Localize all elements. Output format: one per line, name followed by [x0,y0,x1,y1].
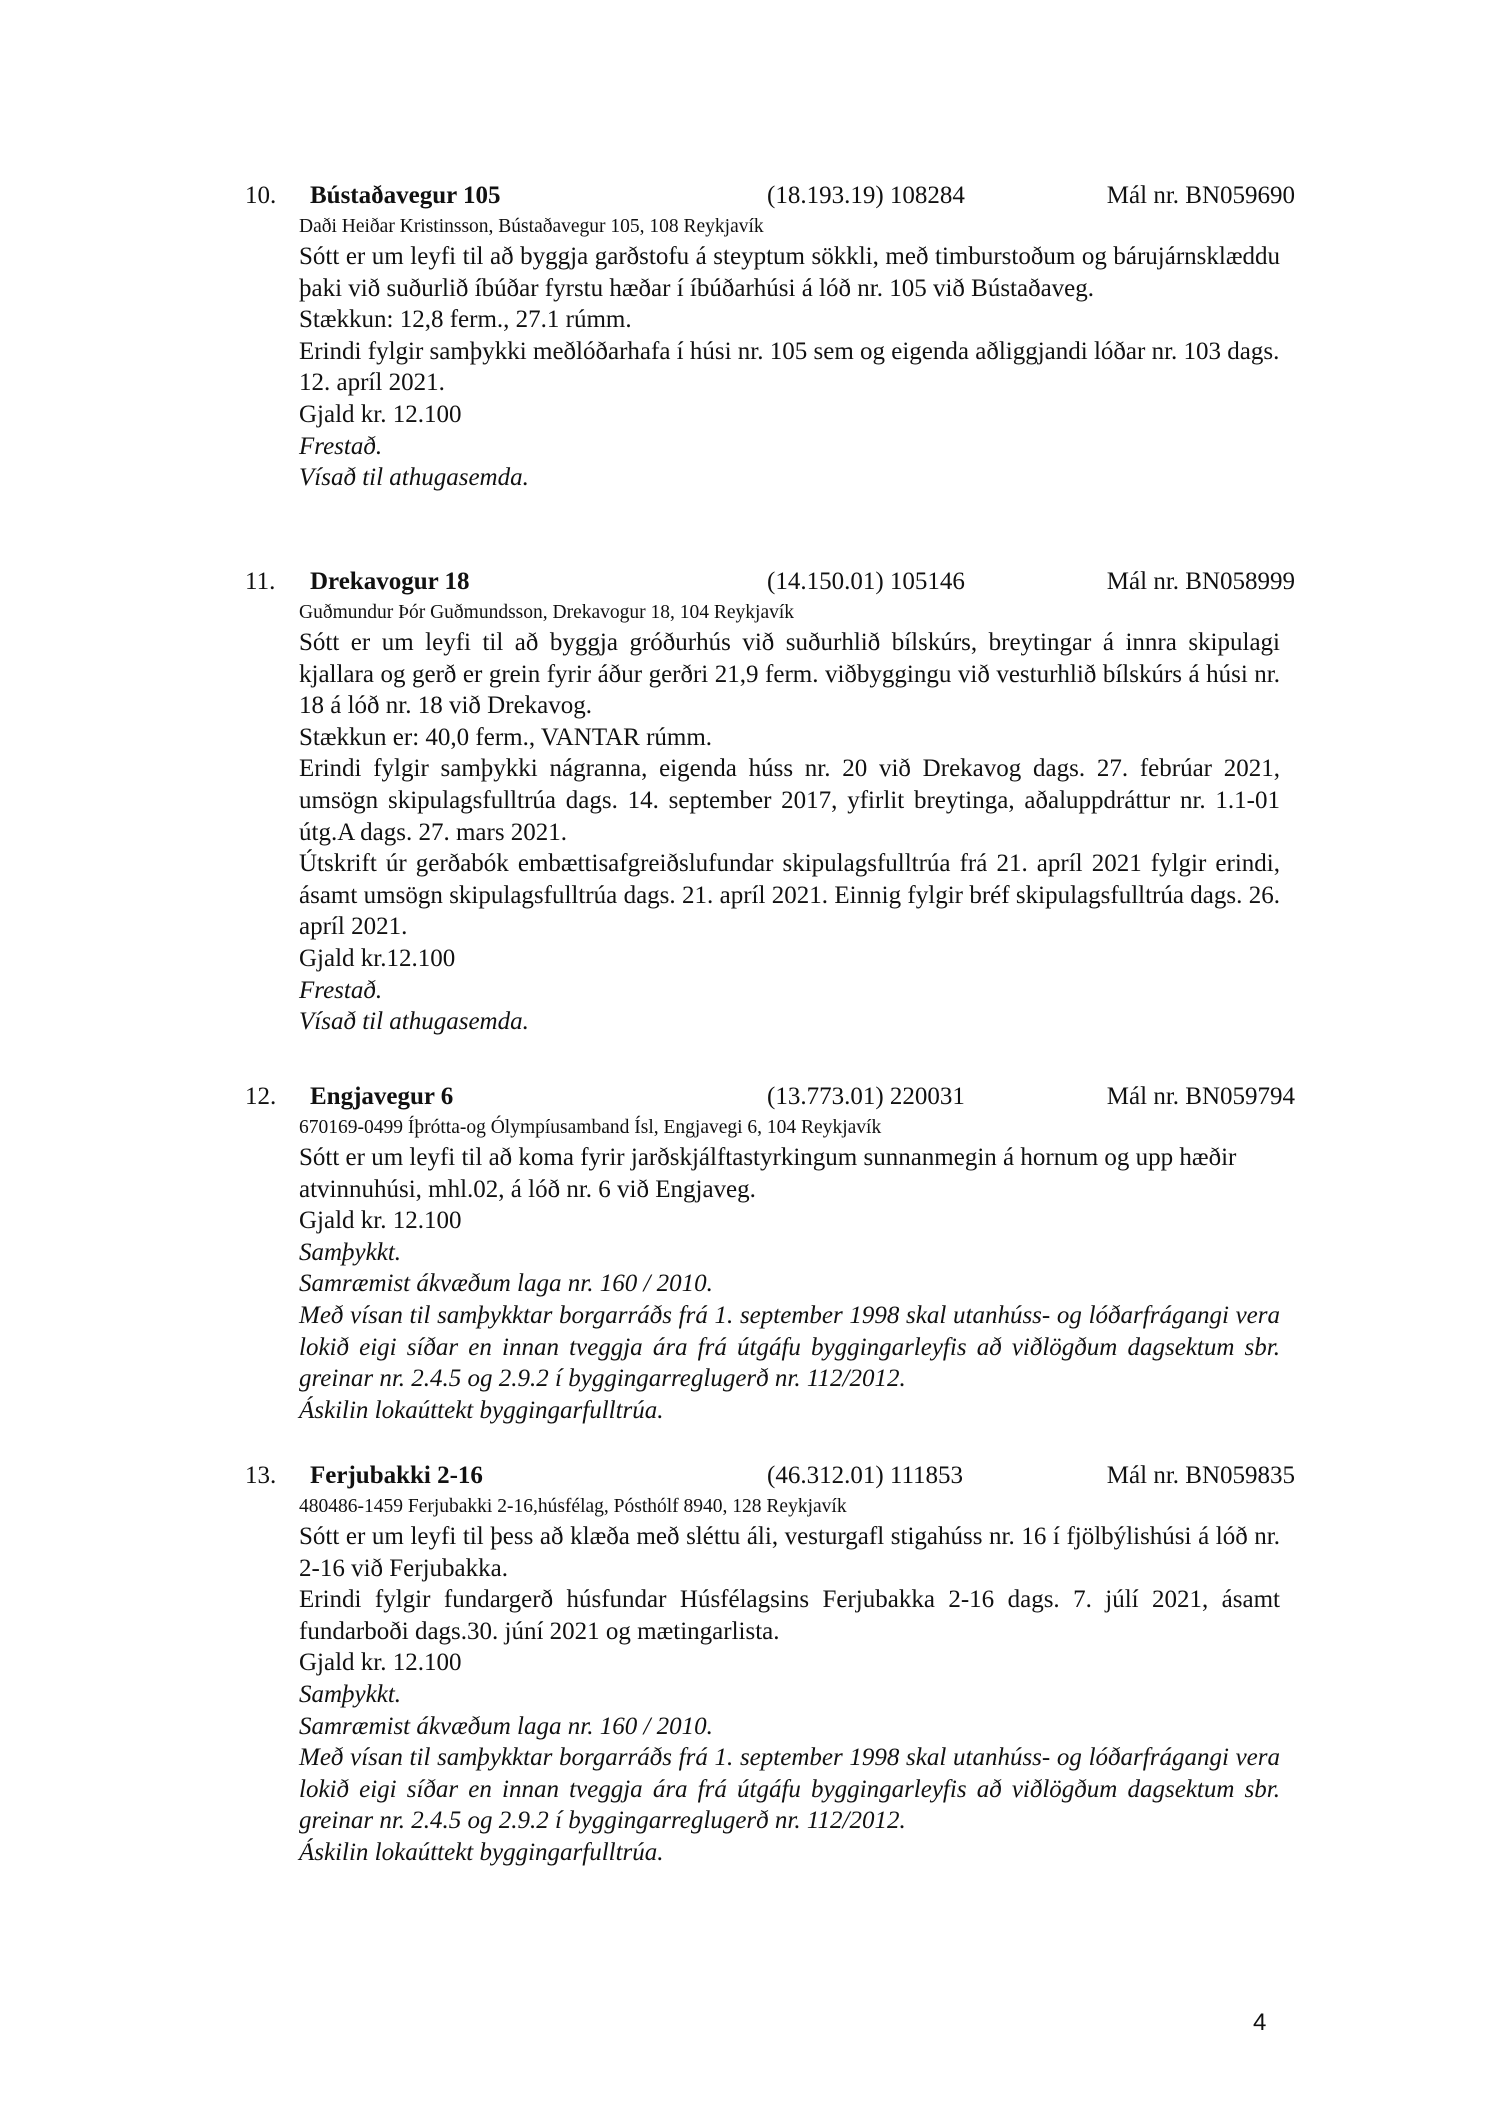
case-item [245,1459,1295,1869]
case-header [245,1080,1295,1114]
case-address: Bústaðavegur 105 [310,182,501,209]
case-applicant: Guðmundur Þór Guðmundsson, Drekavogur 18, 104 Reykjavík [299,602,795,623]
case-decision: Með vísan til samþykktar borgarráðs frá 1. september 1998 skal utanhúss- og lóðarfrágangi vera lokið eigi síðar en innan tveggja ára frá útgáfu byggingarleyfis að viðlögðum dagsektum sbr. greinar nr. 2.4.5 og 2.9.2 í byggingarreglugerð nr. 112/2012. [299,1301,1280,1393]
case-paragraph: Gjald kr. 12.100 [299,1649,462,1677]
case-decision: Samræmist ákvæðum laga nr. 160 / 2010. [299,1712,713,1740]
case-lot-id: (13.773.01) 220031 [767,1083,965,1110]
case-lot-id: (14.150.01) 105146 [767,568,965,595]
case-decision: Áskilin lokaúttekt byggingarfulltrúa. [299,1838,664,1866]
case-body [299,1142,1280,1426]
case-paragraph: Gjald kr. 12.100 [299,400,462,428]
case-decision: Áskilin lokaúttekt byggingarfulltrúa. [299,1396,664,1424]
case-decision: Vísað til athugasemda. [299,464,529,492]
case-paragraph: Sótt er um leyfi til þess að klæða með sléttu áli, vesturgafl stigahúss nr. 16 í fjölbýlishúsi á lóð nr. 2-16 við Ferjubakka. [299,1523,1280,1582]
case-paragraph: Stækkun: 12,8 ferm., 27.1 rúmm. [299,306,632,334]
case-item [245,179,1295,494]
case-body [299,241,1280,494]
case-number-ref: Mál nr. BN059835 [1106,1462,1295,1489]
case-decision: Með vísan til samþykktar borgarráðs frá 1. september 1998 skal utanhúss- og lóðarfrágangi vera lokið eigi síðar en innan tveggja ára frá útgáfu byggingarleyfis að viðlögðum dagsektum sbr. greinar nr. 2.4.5 og 2.9.2 í byggingarreglugerð nr. 112/2012. [299,1744,1280,1835]
case-paragraph: Gjald kr. 12.100 [299,1207,462,1235]
case-number-ref: Mál nr. BN058999 [1106,568,1295,595]
case-body [299,627,1280,1038]
case-paragraph: Stækkun er: 40,0 ferm., VANTAR rúmm. [299,723,713,751]
case-decision: Samræmist ákvæðum laga nr. 160 / 2010. [299,1270,713,1298]
case-decision: Frestað. [299,432,383,460]
case-paragraph: Útskrift úr gerðabók embættisafgreiðslufundar skipulagsfulltrúa frá 21. apríl 2021 fylgir erindi, ásamt umsögn skipulagsfulltrúa dags. 21. apríl 2021. Einnig fylgir bréf skipulagsfulltrúa dags. 26. apríl 2021. [299,850,1280,941]
case-decision: Vísað til athugasemda. [299,1008,529,1036]
case-number: 13. [245,1462,277,1489]
case-paragraph: Erindi fylgir fundargerð húsfundar Húsfélagsins Ferjubakka 2-16 dags. 7. júlí 2021, ásamt fundarboði dags.30. júní 2021 og mætingarlista. [299,1586,1280,1645]
case-lot-id: (18.193.19) 108284 [767,182,965,209]
case-address: Ferjubakki 2-16 [310,1462,483,1489]
case-number: 12. [245,1083,277,1110]
case-decision: Samþykkt. [299,1680,402,1708]
case-header [245,179,1295,213]
case-paragraph: Erindi fylgir samþykki nágranna, eigenda húss nr. 20 við Drekavog dags. 27. febrúar 2021, umsögn skipulagsfulltrúa dags. 14. september 2017, yfirlit breytinga, aðaluppdráttur nr. 1.1-01 útg.A dags. 27. mars 2021. [299,755,1280,846]
case-paragraph: Sótt er um leyfi til að byggja gróðurhús við suðurhlið bílskúrs, breytingar á innra skipulagi kjallara og gerð er grein fyrir áður gerðri 21,9 ferm. viðbyggingu við vesturhlið bílskúrs á húsi nr. 18 á lóð nr. 18 við Drekavog. [299,629,1280,720]
case-paragraph: Gjald kr.12.100 [299,944,456,972]
case-item [245,565,1295,1038]
case-number: 11. [245,568,276,595]
case-decision: Samþykkt. [299,1238,402,1266]
case-number-ref: Mál nr. BN059794 [1106,1083,1295,1110]
case-header [245,565,1295,599]
case-address: Engjavegur 6 [310,1083,454,1110]
case-decision: Frestað. [299,976,383,1004]
case-applicant: 670169-0499 Íþrótta-og Ólympíusamband Ísl, Engjavegi 6, 104 Reykjavík [299,1117,882,1138]
case-paragraph: Sótt er um leyfi til að koma fyrir jarðskjálftastyrkingum sunnanmegin á hornum og upp hæðir atvinnuhúsi, mhl.02, á lóð nr. 6 við Engjaveg. [299,1144,1237,1203]
case-applicant: 480486-1459 Ferjubakki 2-16,húsfélag, Pósthólf 8940, 128 Reykjavík [299,1496,847,1517]
case-lot-id: (46.312.01) 111853 [767,1462,964,1489]
case-header [245,1459,1295,1493]
case-address: Drekavogur 18 [310,568,470,595]
case-paragraph: Erindi fylgir samþykki meðlóðarhafa í húsi nr. 105 sem og eigenda aðliggjandi lóðar nr. 103 dags. 12. apríl 2021. [299,337,1280,397]
page-number: 4 [1253,2009,1267,2036]
case-paragraph: Sótt er um leyfi til að byggja garðstofu á steyptum sökkli, með timburstoðum og bárujárnsklæddu þaki við suðurlið íbúðar fyrstu hæðar í íbúðarhúsi á lóð nr. 105 við Bústaðaveg. [299,243,1280,302]
case-item [245,1080,1295,1426]
case-number: 10. [245,182,277,209]
case-number-ref: Mál nr. BN059690 [1106,182,1295,209]
case-body [299,1521,1280,1869]
case-applicant: Daði Heiðar Kristinsson, Bústaðavegur 105, 108 Reykjavík [299,216,764,237]
